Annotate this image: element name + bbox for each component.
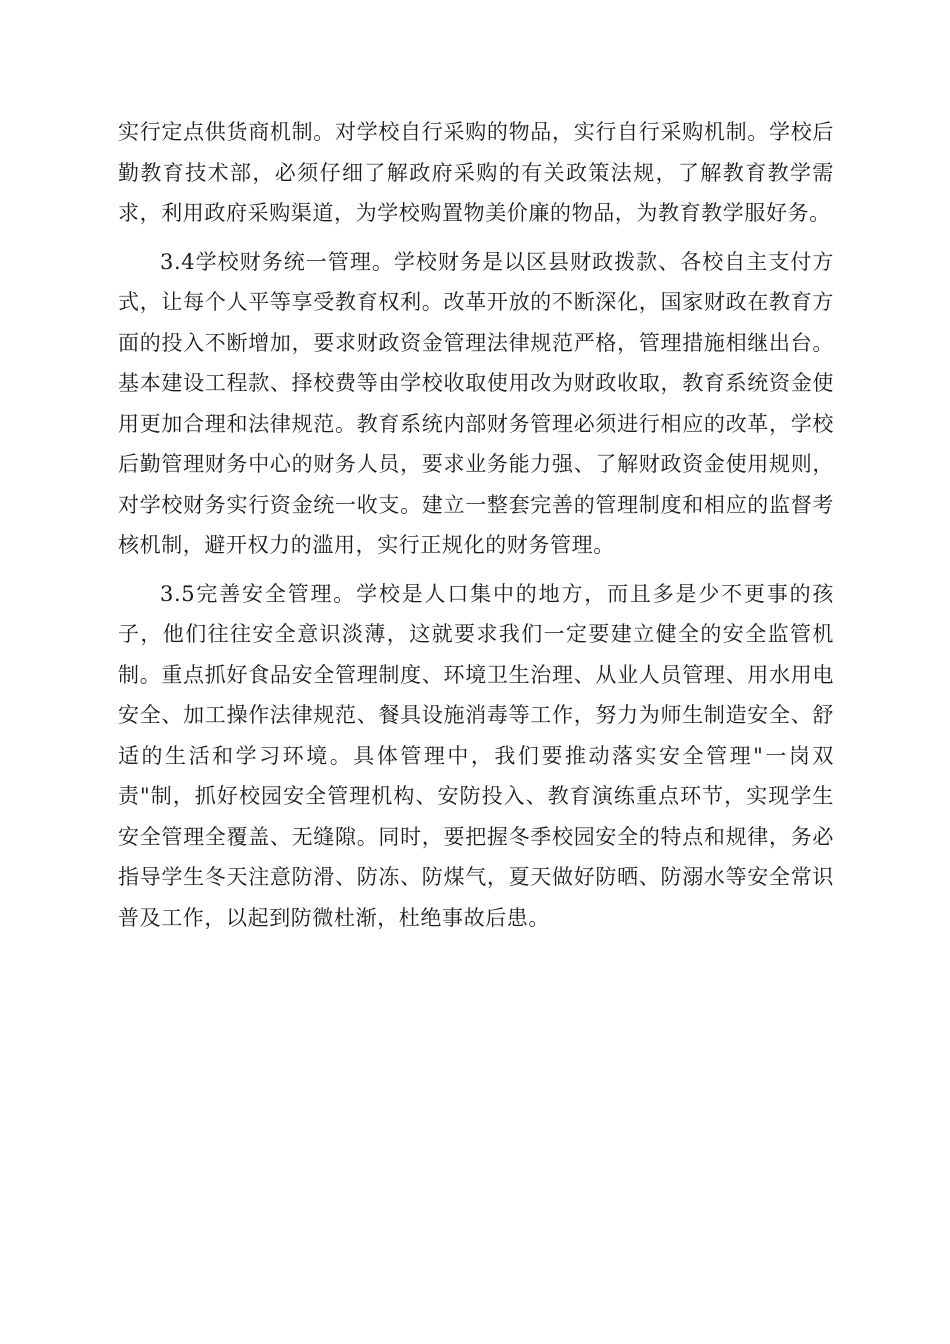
document-body xyxy=(118,112,834,938)
paragraph-procurement-continued: 实行定点供货商机制。对学校自行采购的物品，实行自行采购机制。学校后勤教育技术部，必须仔细了解政府采购的有关政策法规，了解教育教学需求，利用政府采购渠道，为学校购置物美价廉的物品，为教育教学服好务。 xyxy=(118,120,834,225)
paragraph-safety-management: 3.5完善安全管理。学校是人口集中的地方，而且多是少不更事的孩子，他们往往安全意识淡薄，这就要求我们一定要建立健全的安全监管机制。重点抓好食品安全管理制度、环境卫生治理、从业人员管理、用水用电安全、加工操作法律规范、餐具设施消毒等工作，努力为师生制造安全、舒适的生活和学习环境。具体管理中，我们要推动落实安全管理"一岗双责"制，抓好校园安全管理机构、安防投入、教育演练重点环节，实现学生安全管理全覆盖、无缝隙。同时，要把握冬季校园安全的特点和规律，务必指导学生冬天注意防滑、防冻、防煤气，夏天做好防晒、防溺水等安全常识普及工作，以起到防微杜渐，杜绝事故后患。 xyxy=(118,581,834,930)
paragraph-finance-management: 3.4学校财务统一管理。学校财务是以区县财政拨款、各校自主支付方式，让每个人平等享受教育权利。改革开放的不断深化，国家财政在教育方面的投入不断增加，要求财政资金管理法律规范严格，管理措施相继出台。基本建设工程款、择校费等由学校收取使用改为财政收取，教育系统资金使用更加合理和法律规范。教育系统内部财务管理必须进行相应的改革，学校后勤管理财务中心的财务人员，要求业务能力强、了解财政资金使用规则，对学校财务实行资金统一收支。建立一整套完善的管理制度和相应的监督考核机制，避开权力的滥用，实行正规化的财务管理。 xyxy=(118,249,834,557)
